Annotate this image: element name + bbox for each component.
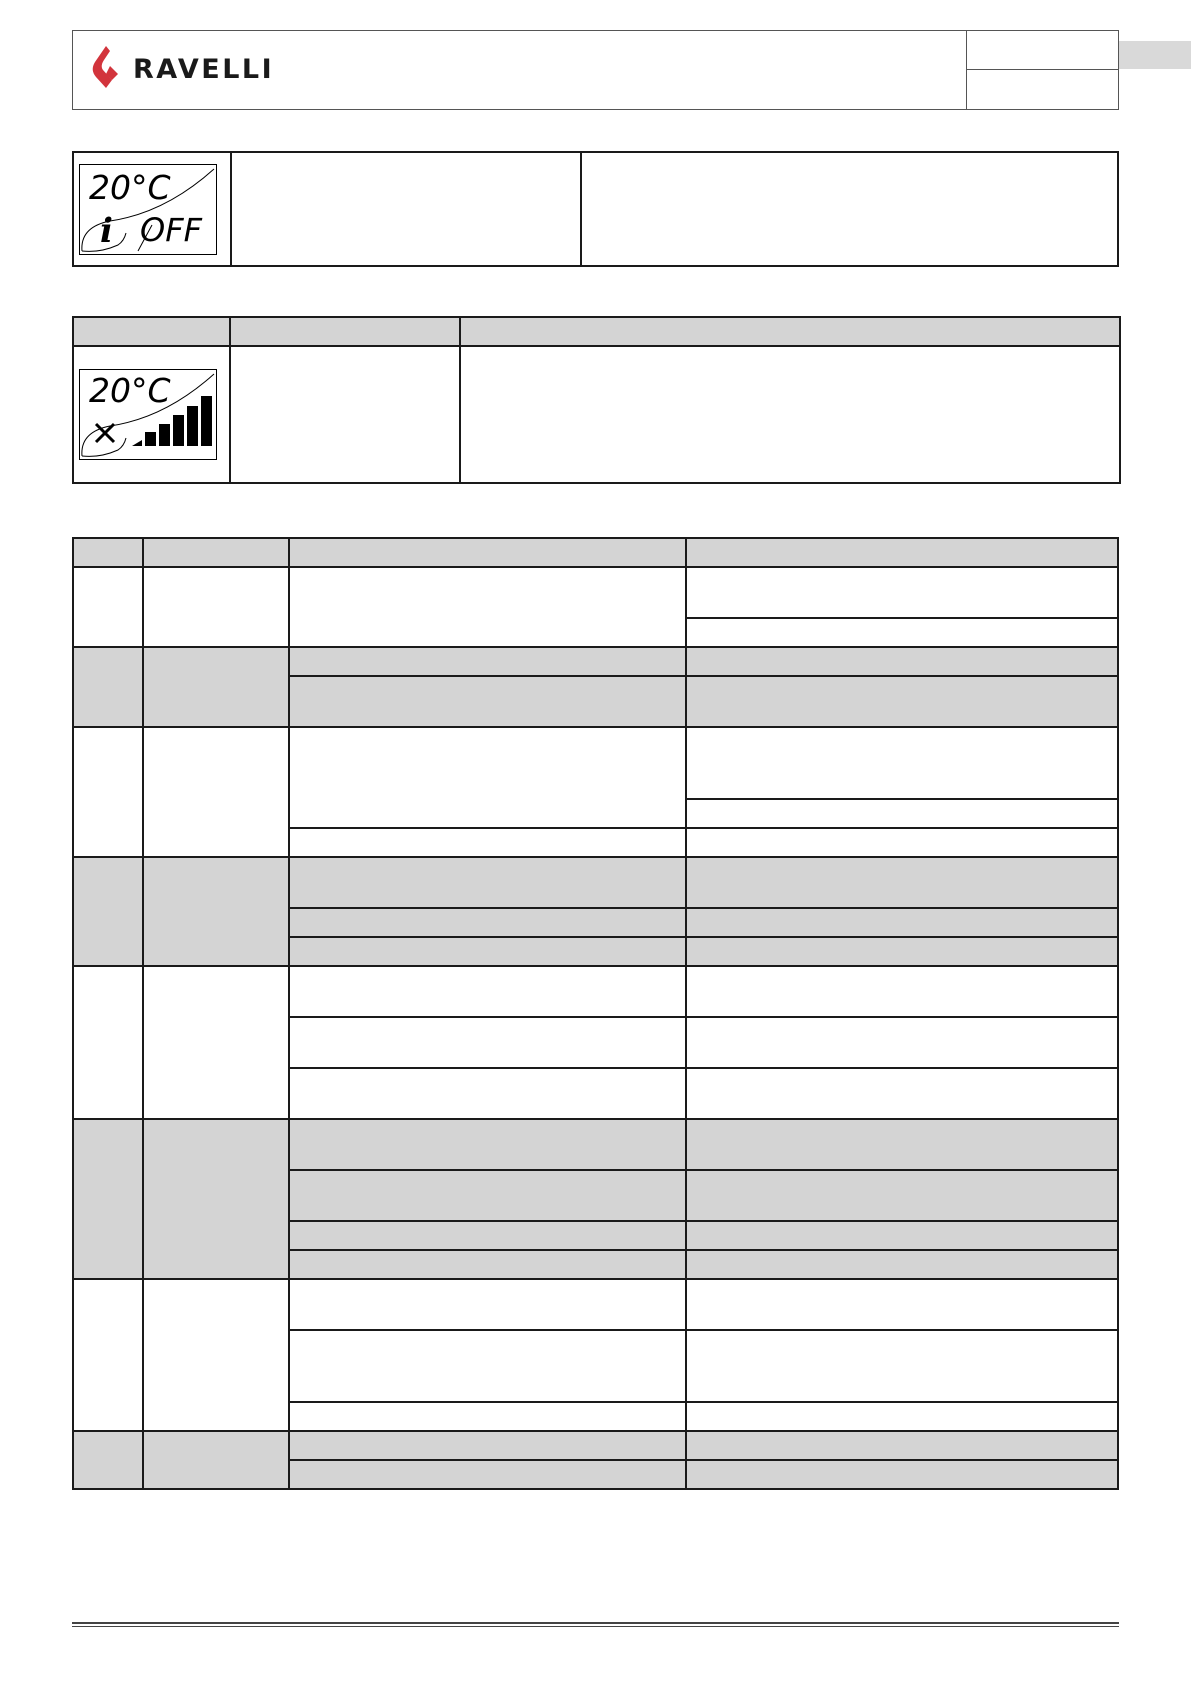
header-box-divider [966, 69, 1119, 70]
lcd-display-off [79, 164, 217, 255]
info-icon: i [100, 210, 113, 251]
table-row [73, 1119, 1118, 1170]
table-row [73, 727, 1118, 799]
lcd-temperature: 20°C [89, 167, 171, 207]
grid-header-2 [143, 538, 289, 567]
brand-name: RAVELLI [133, 54, 275, 85]
power-table-header-3 [460, 317, 1120, 346]
display-power-cell [73, 346, 230, 483]
lcd-display-power [79, 369, 217, 460]
chapter-tab [1119, 41, 1191, 69]
grid-header-4 [686, 538, 1118, 567]
table-row [73, 647, 1118, 676]
table-row [73, 857, 1118, 908]
display-power-description-cell [460, 346, 1120, 483]
display-off-table [72, 151, 1119, 267]
table-row [73, 1279, 1118, 1330]
footer-rule [72, 1622, 1119, 1624]
lcd-temperature-2: 20°C [89, 371, 171, 410]
display-off-description-cell [581, 152, 1118, 266]
display-power-name-cell [230, 346, 460, 483]
grid-header-3 [289, 538, 686, 567]
table-row [73, 567, 1118, 618]
display-off-cell [73, 152, 231, 266]
table-row [73, 966, 1118, 1017]
display-off-name-cell [231, 152, 581, 266]
footer-rule-thin [72, 1626, 1119, 1627]
grid-header-1 [73, 538, 143, 567]
main-grid-table [72, 537, 1119, 1490]
header-divider [966, 30, 967, 110]
lcd-mode: OFF [140, 210, 202, 249]
display-power-table [72, 316, 1121, 484]
table-row [73, 1431, 1118, 1460]
power-table-header-2 [230, 317, 460, 346]
power-table-header-1 [73, 317, 230, 346]
ravelli-flame-logo-icon [88, 44, 122, 90]
